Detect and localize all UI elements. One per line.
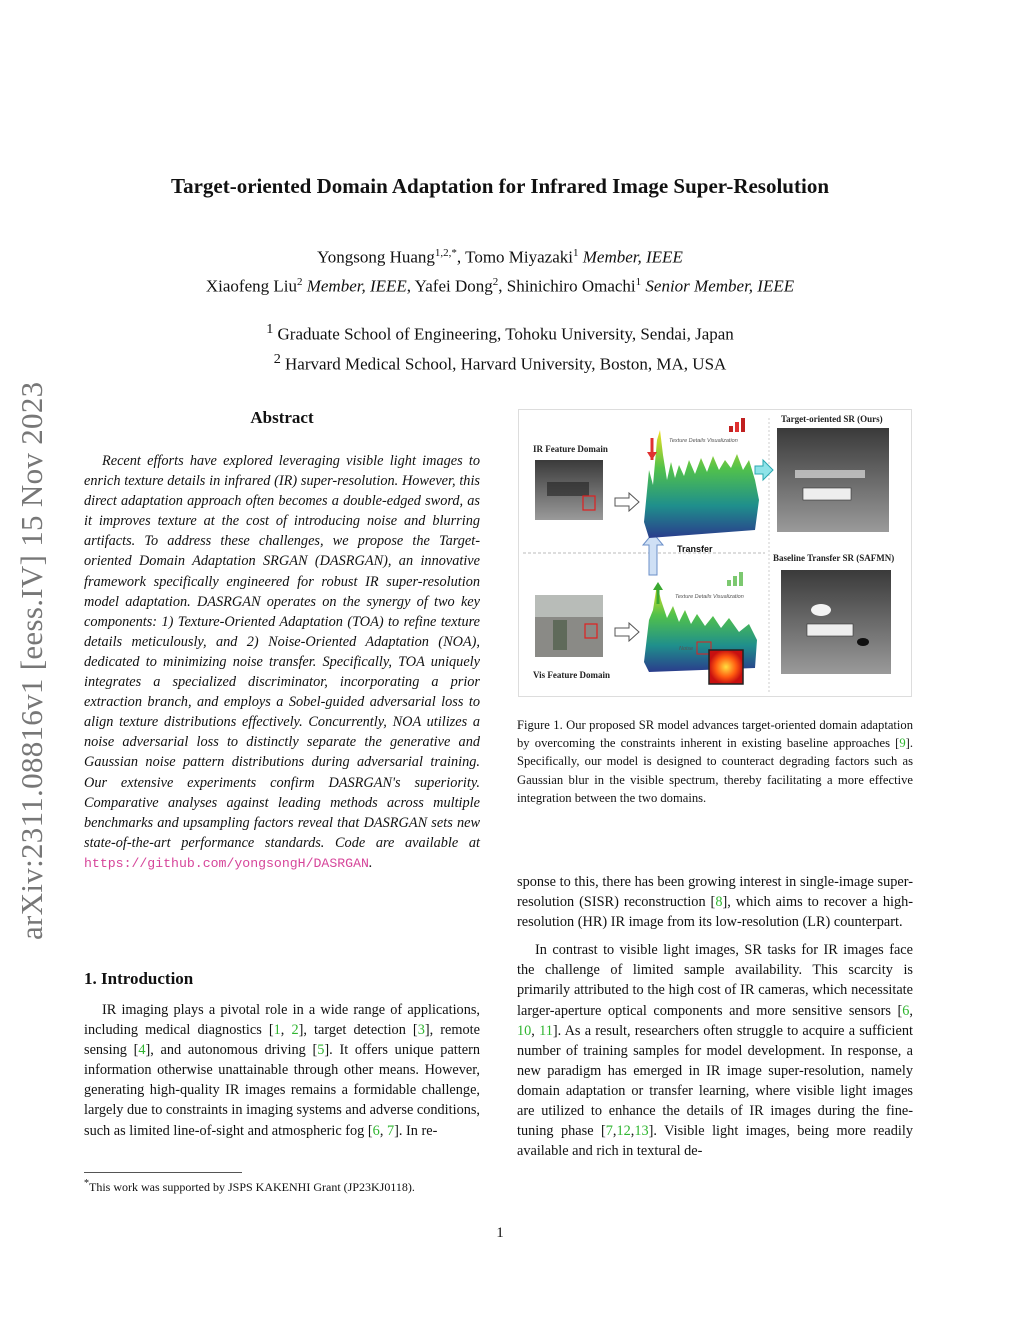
vis-texture-spectrum xyxy=(644,572,757,684)
author-line-1: Yongsong Huang$^{1,2,*}$, Tomo Miyazaki$^1$ Member, IEEE xyxy=(317,247,683,267)
citation-link[interactable]: 9 xyxy=(899,736,906,751)
label-vis-domain: Vis Feature Domain xyxy=(533,670,610,680)
affiliation-1: $^1$ Graduate School of Engineering, Tohoku University, Sendai, Japan xyxy=(266,321,734,344)
arrow-up-icon xyxy=(643,533,663,575)
abstract-body: Recent efforts have explored leveraging visible light images to enrich texture details in infrared (IR) super-resolution. However, this direct adaptation approach often becomes a double-edged sword, as it improves texture at the cost of introducing noise and blurring artifacts. To address these challenges, we propose the Target-oriented Domain Adaptation SRGAN (DASRGAN), an innovative framework specifically engineered for robust IR super-resolution model adaptation. DASRGAN operates on the synergy of two key components: 1) Texture-Oriented Adaptation (TOA) to refine texture details meticulously, and 2) Noise-Oriented Adaptation (NOA), dedicated to minimizing noise transfer. Specifically, TOA uniquely integrates a specialized discriminator, incorporating a prior extraction branch, and employs a Sobel-guided adversarial loss to align texture distributions effectively. Concurrently, NOA utilizes a noise adversarial loss to distinctly separate the generative and Gaussian noise pattern distributions during adversarial training. Our extensive experiments confirm DASRGAN's superiority. Comparative analyses against leading methods across multiple benchmarks and upsampling factors reveal that DASRGAN sets new state-of-the-art performance standards. Code are available at https://github.com/yongsongH/DASRGAN. xyxy=(84,453,480,871)
citation-link[interactable]: 3 xyxy=(417,1022,425,1039)
citation-link[interactable]: 1 xyxy=(273,1022,281,1039)
introduction-body: IR imaging plays a pivotal role in a wide range of applications, including medical diagnostics [1, 2], target detection [3], remote sensing [4], and autonomous driving [5]. It offers unique pattern information otherwise unattainable through other means. However, generating high-quality IR images remains a formidable challenge, largely due to constraints in imaging systems and adverse conditions, such as limited line-of-sight and atmospheric fog [6, 7]. In re- xyxy=(84,1002,481,1139)
author-name: Tomo Miyazaki xyxy=(465,247,573,267)
footnote: *This work was supported by JSPS KAKENHI Grant (JP23KJ0118). xyxy=(84,1178,415,1194)
introduction-continued xyxy=(517,872,913,1169)
label-texture-viz-top: Texture Details Visualization xyxy=(669,438,738,444)
citation-link[interactable]: 6 xyxy=(902,1002,910,1019)
affiliation-2: $^2$ Harvard Medical School, Harvard University, Boston, MA, USA xyxy=(273,350,727,374)
citation-link[interactable]: 13 xyxy=(634,1123,649,1140)
affiliations xyxy=(0,317,1000,376)
author-role: Member, IEEE xyxy=(302,276,407,296)
noise-zoom-inset xyxy=(709,650,743,684)
page-number: 1 xyxy=(496,1225,504,1241)
figure-1 xyxy=(518,409,912,697)
author-list xyxy=(0,241,1000,298)
citation-link[interactable]: 6 xyxy=(372,1122,380,1139)
baseline-sr-output-image xyxy=(781,570,891,674)
citation-link[interactable]: 4 xyxy=(138,1042,146,1059)
introduction-heading: 1. Introduction xyxy=(84,969,194,988)
abstract-heading: Abstract xyxy=(250,408,314,427)
citation-link[interactable]: 11 xyxy=(539,1022,553,1039)
paper-title: Target-oriented Domain Adaptation for Infrared Image Super-Resolution xyxy=(171,174,829,198)
code-link[interactable]: https://github.com/yongsongH/DASRGAN xyxy=(84,855,369,871)
arrow-right-cyan-icon xyxy=(755,460,773,480)
citation-link[interactable]: 7 xyxy=(605,1123,613,1140)
author-role: Member, IEEE xyxy=(578,247,683,267)
arxiv-identifier: arXiv:2311.08816v1 [eess.IV] 15 Nov 2023 xyxy=(14,381,49,940)
label-noise: Noise xyxy=(679,646,694,652)
arrow-right-icon xyxy=(615,623,639,641)
figure-1-graphic xyxy=(519,410,911,696)
arrow-right-icon xyxy=(615,493,639,511)
label-transfer: Transfer xyxy=(677,544,713,554)
figure-1-caption: Figure 1. Our proposed SR model advances target-oriented domain adaptation by overcoming the constraints inherent in existing baseline approaches [9]. Specifically, our model is designed to counteract degrading factors such as Gaussian blur in the visible spectrum, thereby facilitating a more effective integration between the two domains. xyxy=(517,718,913,805)
citation-link[interactable]: 7 xyxy=(386,1122,395,1139)
ir-texture-spectrum xyxy=(644,418,759,538)
label-texture-viz-bottom: Texture Details Visualization xyxy=(675,594,744,600)
label-ir-domain: IR Feature Domain xyxy=(533,444,608,454)
target-sr-output-image xyxy=(777,428,889,532)
label-target-sr: Target-oriented SR (Ours) xyxy=(781,414,883,424)
paragraph-2: In contrast to visible light images, SR tasks for IR images face the challenge of limited sample availability. This scarcity is primarily attributed to the high cost of IR cameras, which necessitate larger-aperture optical components and more sensitive sensors [6, 10, 11]. As a result, researchers often struggle to acquire a sufficient number of training samples for model development. In response, a new paradigm has emerged in IR image super-resolution, namely domain adaptation or transfer learning, where visible light images are utilized to enhance the details of IR images during the fine-tuning phase [7,12,13]. Visible light images, being more readily available and rich in textural de- xyxy=(517,942,913,1160)
citation-link[interactable]: 12 xyxy=(616,1123,631,1140)
citation-link[interactable]: 2 xyxy=(291,1022,299,1039)
author-name: Yongsong Huang xyxy=(317,247,435,267)
author-name: Xiaofeng Liu xyxy=(205,276,297,296)
citation-link[interactable]: 10 xyxy=(517,1022,532,1039)
author-role: Senior Member, IEEE xyxy=(641,276,795,296)
paragraph-1: sponse to this, there has been growing interest in single-image super-resolution (SISR) reconstruction [8], which aims to recover a high-resolution (HR) IR image from its low-resolution (LR) counterpart. xyxy=(517,874,913,931)
author-name: Yafei Dong xyxy=(414,276,493,296)
citation-link[interactable]: 5 xyxy=(317,1042,325,1059)
label-baseline-sr: Baseline Transfer SR (SAFMN) xyxy=(773,553,895,563)
author-name: Shinichiro Omachi xyxy=(506,276,636,296)
footnote-divider xyxy=(84,1172,242,1173)
citation-link[interactable]: 8 xyxy=(715,894,723,911)
author-line-2: Xiaofeng Liu$^2$ Member, IEEE, Yafei Dong$^2$, Shinichiro Omachi$^1$ Senior Member, IEEE xyxy=(205,275,795,296)
